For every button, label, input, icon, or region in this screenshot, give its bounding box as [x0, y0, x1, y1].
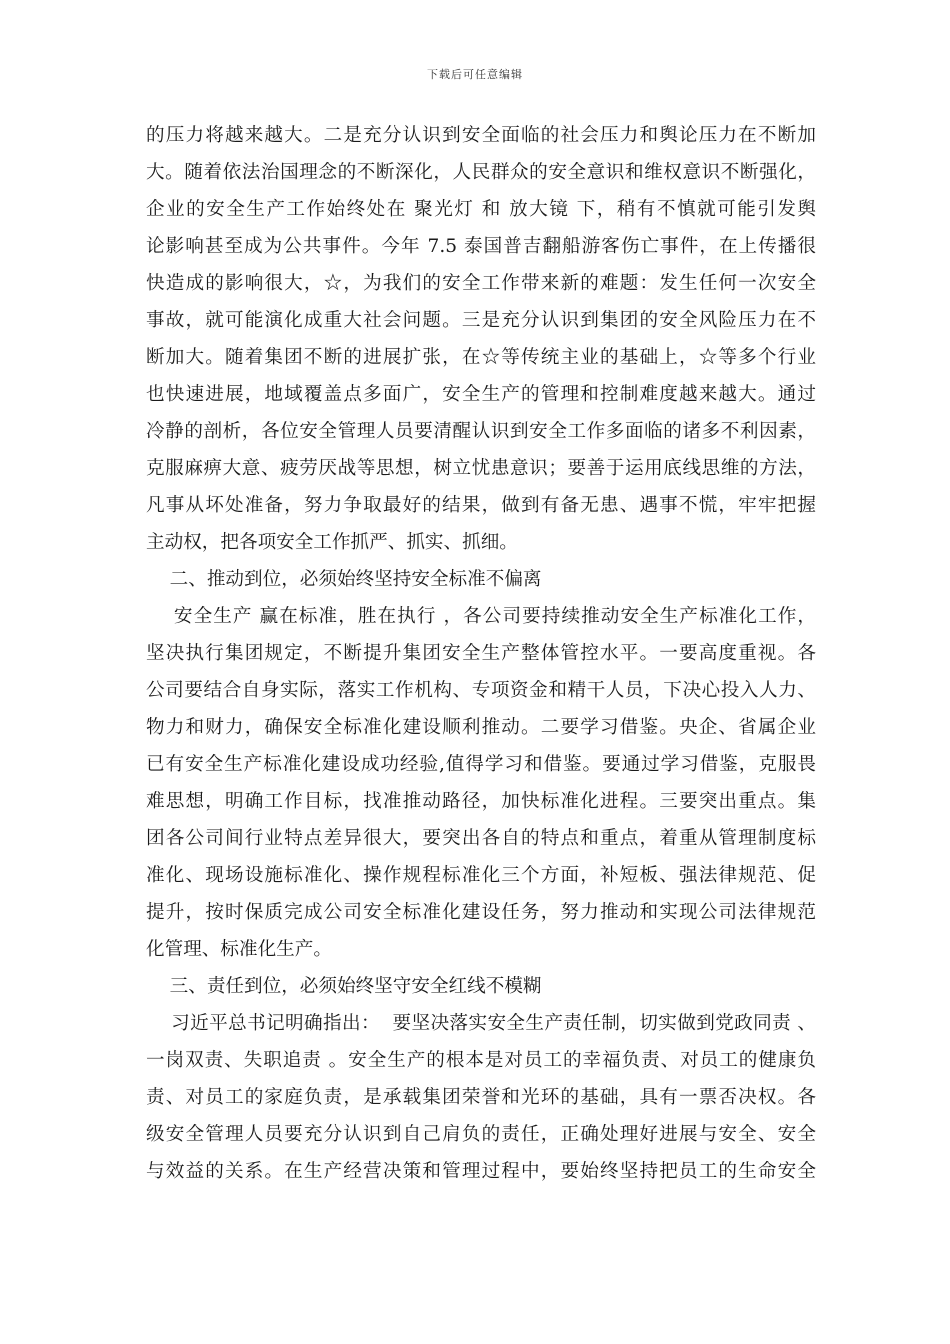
text-line: 大。随着依法治国理念的不断深化，人民群众的安全意识和维权意识不断强化，	[146, 162, 816, 183]
text-line: 断加大。随着集团不断的进展扩张，在☆等传统主业的基础上，☆等多个行业	[146, 347, 816, 368]
text-line: 安全生产 赢在标准，胜在执行 ，各公司要持续推动安全生产标准化工作，	[146, 606, 816, 627]
text-line: 已有安全生产标准化建设成功经验,值得学习和借鉴。要通过学习借鉴，克服畏	[146, 754, 816, 775]
text-line: 也快速进展，地域覆盖点多面广，安全生产的管理和控制难度越来越大。通过	[146, 384, 816, 405]
text-line: 物力和财力，确保安全标准化建设顺利推动。二要学习借鉴。央企、省属企业	[146, 717, 816, 738]
text-line: 与效益的关系。在生产经营决策和管理过程中，要始终坚持把员工的生命安全	[146, 1161, 816, 1182]
text-line: 团各公司间行业特点差异很大，要突出各自的特点和重点，着重从管理制度标	[146, 828, 816, 849]
text-line: 提升，按时保质完成公司安全标准化建设任务，努力推动和实现公司法律规范	[146, 902, 816, 923]
text-line: 坚决执行集团规定，不断提升集团安全生产整体管控水平。一要高度重视。各	[146, 643, 816, 664]
text-line: 的压力将越来越大。二是充分认识到安全面临的社会压力和舆论压力在不断加	[146, 125, 816, 146]
text-line: 化管理、标准化生产。	[146, 939, 332, 960]
text-line: 主动权，把各项安全工作抓严、抓实、抓细。	[146, 532, 518, 553]
text-line: 一岗双责、失职追责 。安全生产的根本是对员工的幸福负责、对员工的健康负	[146, 1050, 816, 1071]
text-line: 级安全管理人员要充分认识到自己肩负的责任，正确处理好进展与安全、安全	[146, 1124, 816, 1145]
text-line: 快造成的影响很大，☆，为我们的安全工作带来新的难题：发生任何一次安全	[146, 273, 816, 294]
text-line: 难思想，明确工作目标，找准推动路径，加快标准化进程。三要突出重点。集	[146, 791, 816, 812]
text-line: 企业的安全生产工作始终处在 聚光灯 和 放大镜 下，稍有不慎就可能引发舆	[146, 199, 816, 220]
text-line: 公司要结合自身实际，落实工作机构、专项资金和精干人员，下决心投入人力、	[146, 680, 816, 701]
text-line: 事故，就可能演化成重大社会问题。三是充分认识到集团的安全风险压力在不	[146, 310, 816, 331]
page-header: 下载后可任意编辑	[427, 68, 523, 81]
section-heading: 二、推动到位，必须始终坚持安全标准不偏离	[146, 569, 542, 590]
section-heading: 三、责任到位，必须始终坚守安全红线不模糊	[146, 976, 542, 997]
text-line: 克服麻痹大意、疲劳厌战等思想，树立忧患意识；要善于运用底线思维的方法，	[146, 458, 816, 479]
text-line: 习近平总书记明确指出： 要坚决落实安全生产责任制，切实做到党政同责 、	[146, 1013, 816, 1034]
text-line: 凡事从坏处准备，努力争取最好的结果，做到有备无患、遇事不慌，牢牢把握	[146, 495, 816, 516]
text-line: 准化、现场设施标准化、操作规程标准化三个方面，补短板、强法律规范、促	[146, 865, 816, 886]
text-line: 论影响甚至成为公共事件。今年 7.5 泰国普吉翻船游客伤亡事件，在上传播很	[146, 236, 816, 257]
text-line: 冷静的剖析，各位安全管理人员要清醒认识到安全工作多面临的诸多不利因素，	[146, 421, 816, 442]
text-line: 责、对员工的家庭负责，是承载集团荣誉和光环的基础，具有一票否决权。各	[146, 1087, 816, 1108]
document-body	[146, 117, 816, 1190]
